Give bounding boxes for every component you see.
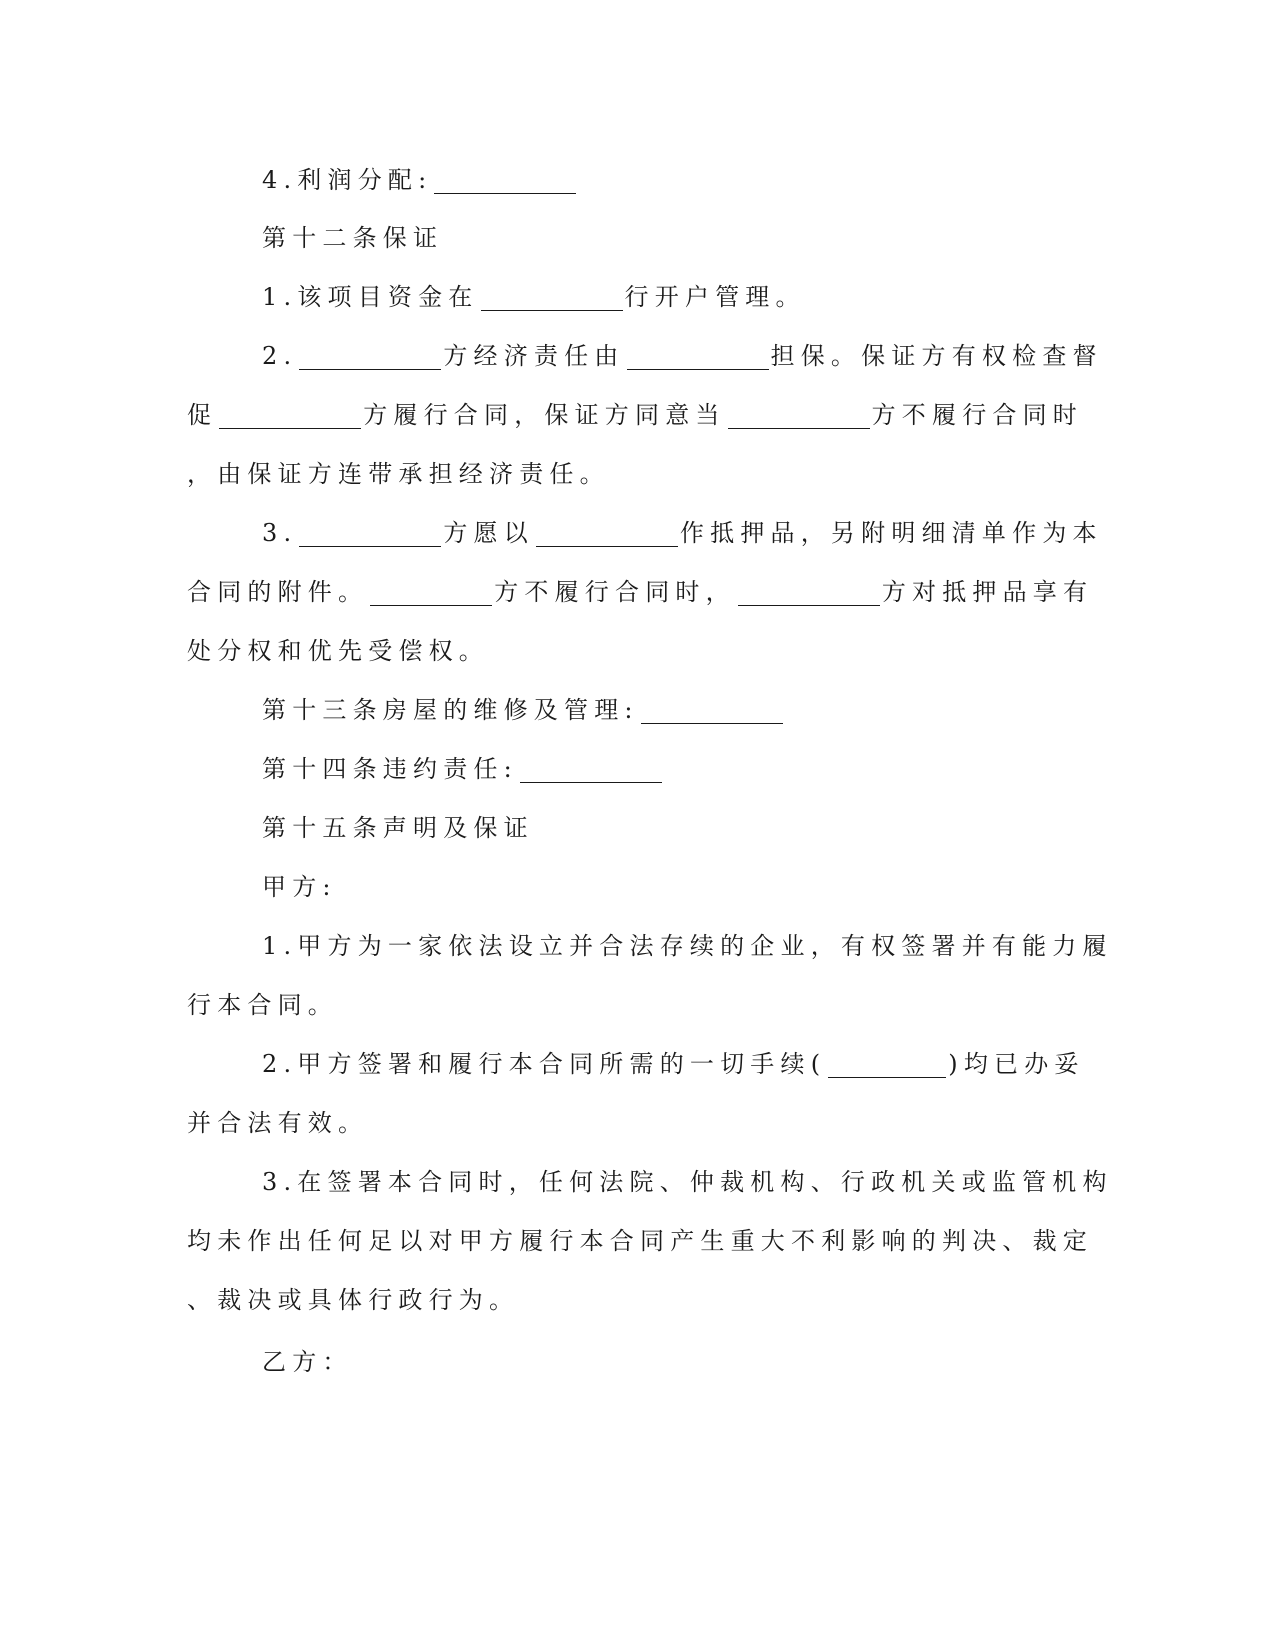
fill-blank[interactable]: [641, 695, 783, 724]
text: 行开户管理。: [624, 283, 806, 311]
article-13: [262, 690, 1142, 730]
party-a-heading: [262, 867, 1142, 907]
text: 方经济责任由: [443, 342, 625, 370]
clause-12-3-line-1: [262, 513, 1142, 553]
party-b-heading: [262, 1342, 1142, 1382]
text: 、裁决或具体行政行为。: [187, 1286, 520, 1314]
clause-15-3-line-2: [187, 1221, 1093, 1261]
fill-blank[interactable]: [520, 754, 662, 783]
text: 2.: [262, 342, 298, 370]
text: 均未作出任何足以对甲方履行本合同产生重大不利影响的判决、裁定: [187, 1227, 1093, 1255]
article-12-heading: [262, 218, 1142, 258]
clause-12-2-line-1: [262, 336, 1142, 376]
text: 甲方:: [262, 873, 337, 901]
article-15-heading: [262, 808, 1142, 848]
article-14: [262, 749, 1142, 789]
clause-12-3-line-2: [187, 572, 1094, 612]
fill-blank[interactable]: [481, 282, 623, 311]
fill-blank[interactable]: [738, 577, 880, 606]
text: 并合法有效。: [187, 1109, 369, 1137]
fill-blank[interactable]: [728, 400, 870, 429]
text: 3.: [262, 519, 298, 547]
fill-blank[interactable]: [536, 518, 678, 547]
text: 2.甲方签署和履行本合同所需的一切手续(: [262, 1050, 827, 1078]
text: 方不履行合同时，: [494, 578, 736, 606]
text: ，由保证方连带承担经济责任。: [187, 460, 610, 488]
text: 处分权和优先受偿权。: [187, 637, 489, 665]
text: 4.利润分配:: [262, 166, 433, 194]
clause-15-3-line-1: [262, 1162, 1142, 1202]
text: 第十三条房屋的维修及管理:: [262, 696, 639, 724]
text: 第十二条保证: [262, 224, 444, 252]
text: 方不履行合同时: [871, 401, 1084, 429]
text: 乙方：: [262, 1348, 353, 1376]
fill-blank[interactable]: [627, 341, 769, 370]
clause-12-2-line-2: [187, 395, 1084, 435]
fill-blank[interactable]: [434, 165, 576, 194]
clause-15-1-line-1: [262, 926, 1142, 966]
text: 促: [187, 401, 218, 429]
fill-blank[interactable]: [219, 400, 361, 429]
text: )均已办妥: [948, 1050, 1085, 1078]
text: 第十五条声明及保证: [262, 814, 534, 842]
clause-15-2-line-1: [262, 1044, 1142, 1084]
text: 1.甲方为一家依法设立并合法存续的企业，有权签署并有能力履: [262, 932, 1113, 960]
clause-12-2-line-3: [187, 454, 1067, 494]
text: 担保。保证方有权检查督: [770, 342, 1103, 370]
text: 作抵押品，另附明细清单作为本: [679, 519, 1103, 547]
text: 方履行合同，保证方同意当: [363, 401, 726, 429]
fill-blank[interactable]: [370, 577, 492, 606]
text: 第十四条违约责任:: [262, 755, 518, 783]
text: 1.该项目资金在: [262, 283, 479, 311]
clause-15-2-line-2: [187, 1103, 1067, 1143]
fill-blank[interactable]: [299, 341, 441, 370]
clause-profit-distribution: [262, 160, 1142, 200]
fill-blank[interactable]: [299, 518, 441, 547]
clause-12-3-line-3: [187, 631, 1067, 671]
clause-15-1-line-2: [187, 985, 1067, 1025]
text: 方对抵押品享有: [881, 578, 1094, 606]
text: 行本合同。: [187, 991, 338, 1019]
fill-blank[interactable]: [828, 1049, 946, 1078]
text: 合同的附件。: [187, 578, 369, 606]
text: 方愿以: [443, 519, 534, 547]
clause-15-3-line-3: [187, 1280, 1067, 1320]
clause-12-1: [262, 277, 1142, 317]
text: 3.在签署本合同时，任何法院、仲裁机构、行政机关或监管机构: [262, 1168, 1113, 1196]
